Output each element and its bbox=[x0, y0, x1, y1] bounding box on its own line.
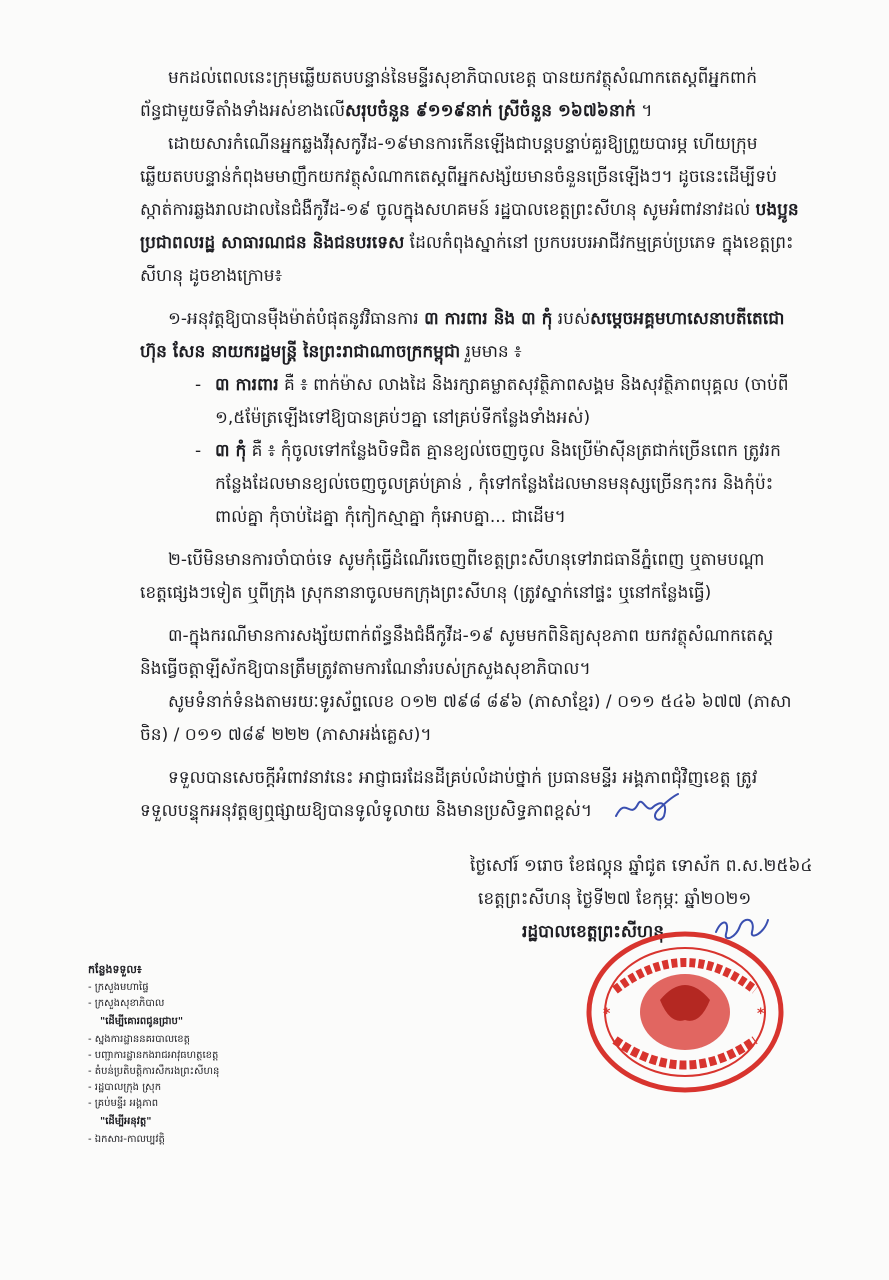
recipients-sub-heading-2: "ដើម្បីអនុវត្ត" bbox=[100, 1116, 152, 1127]
para2-line-3-bold: បងប្អូន bbox=[755, 200, 799, 220]
initial-signature bbox=[612, 790, 682, 830]
recipient-item: - គ្រប់មន្ទីរ អង្គភាព bbox=[88, 1098, 159, 1109]
item3-contact-line-2: ចិន) / ០១១ ៧៨៩ ២២២ (ភាសាអង់គ្លេស)។ bbox=[140, 725, 432, 745]
para2-line-4-bold: ប្រជាពលរដ្ឋ សាធារណជន និងជនបរទេស bbox=[140, 233, 405, 253]
recipient-item: - ស្នងការដ្ឋាននគរបាលខេត្ត bbox=[88, 1034, 191, 1045]
item2-line-2: ខេត្តផ្សេងៗទៀត ឬពីក្រុង ស្រុកនានាចូលមកក្រុងព្រះសីហនុ (ត្រូវស្នាក់នៅផ្ទះ ឬនៅកន្លែងធ្វើ) bbox=[140, 583, 712, 603]
recipient-item: - រដ្ឋបាលក្រុង ស្រុក bbox=[88, 1082, 162, 1093]
date-lunar: ថ្ងៃសៅរ៍ ១រោច ខែផល្គុន ឆ្នាំជូត ទោស័ក ព.ស.២៥៦៤ bbox=[470, 856, 813, 876]
intro-line-1: មកដល់ពេលនេះក្រុមឆ្លើយតបបន្ទាន់នៃមន្ទីរសុខាភិបាលខេត្ត បានយកវត្ថុសំណាកតេស្តពីអ្នកពាក់ bbox=[168, 68, 758, 88]
intro-line-2-start: ព័ន្ធជាមួយទីតាំងទាំងអស់ខាងលើ bbox=[140, 101, 346, 121]
signer-title: រដ្ឋបាលខេត្តព្រះសីហនុ bbox=[522, 922, 665, 942]
closing-line-2: ទទួលបន្ទុកអនុវត្តឲ្យឮផ្សាយឱ្យបានទូលំទូលាយ និងមានប្រសិទ្ធភាពខ្ពស់។ bbox=[140, 801, 593, 821]
bullet-2-text-1: គឺ ៖ កុំចូលទៅកន្លែងបិទជិត គ្មានខ្យល់ចេញចូល និងប្រើម៉ាស៊ីនត្រជាក់ច្រើនពេក ត្រូវរក bbox=[246, 441, 781, 461]
svg-text:*: * bbox=[603, 1006, 611, 1022]
item1-line-1 bbox=[168, 303, 831, 336]
item3-contact-line-1: សូមទំនាក់ទំនងតាមរយៈទូរស័ព្ទលេខ ០១២ ៧៩៨ ៨៩៦ (ភាសាខ្មែរ) / ០១១ ៥៤៦ ៦៧៧ (ភាសា bbox=[168, 692, 792, 712]
item1-line2-bold: ហ៊ុន សែន នាយករដ្ឋមន្ត្រី នៃព្រះរាជាណាចក្រកម្ពុជា bbox=[140, 342, 461, 362]
para2-line-2: ឆ្លើយតបបន្ទាន់កំពុងមមាញឹកយកវត្ថុសំណាកតេស្តពីអ្នកសង្ស័យមានចំនួនច្រើនឡើងៗ។ ដូចនេះដើម្បីទប់ bbox=[140, 167, 777, 187]
intro-count-bold: សរុបចំនួន ៩១១៩នាក់ ស្រីចំនួន ១៦៧៦នាក់ bbox=[345, 101, 636, 121]
item2-line-1: ២-បើមិនមានការចាំបាច់ទេ សូមកុំធ្វើដំណើរចេញពីខេត្តព្រះសីហនុទៅរាជធានីភ្នំពេញ ឬតាមបណ្តា bbox=[168, 550, 765, 570]
item3-line-1: ៣-ក្នុងករណីមានការសង្ស័យពាក់ព័ន្ធនឹងជំងឺកូវីដ-១៩ សូមមកពិនិត្យសុខភាព យកវត្ថុសំណាកតេស្ត bbox=[168, 626, 774, 646]
para2-line-4 bbox=[140, 227, 831, 260]
bullet-2-line-2: កន្លែងដែលមានខ្យល់ចេញចូលគ្រប់គ្រាន់ , កុំទៅកន្លែងដែលមានមនុស្សច្រើនកុះករ និងកុំប៉ះ bbox=[215, 474, 774, 494]
item1-bold: ៣ ការពារ និង ៣ កុំ bbox=[424, 309, 553, 329]
para2-line-5: សីហនុ ដូចខាងក្រោម៖ bbox=[140, 266, 283, 286]
item1-line-2 bbox=[140, 336, 831, 369]
recipient-item: - ឯកសារ-កាលប្បវត្តិ bbox=[88, 1134, 165, 1145]
bullet-2-dash: - bbox=[195, 441, 202, 461]
official-seal bbox=[585, 930, 785, 1095]
item1-start: ១-អនុវត្តឱ្យបានម៉ឺងម៉ាត់បំផុតនូវវិធានការ bbox=[168, 309, 425, 329]
bullet-2-line-3: ពាល់គ្នា កុំចាប់ដៃគ្នា កុំកៀកស្មាគ្នា កុំអោបគ្នា... ជាដើម។ bbox=[215, 507, 566, 527]
bullet-1-line-1 bbox=[215, 369, 831, 402]
recipients-title: កន្លែងទទួល៖ bbox=[88, 963, 142, 976]
recipient-item: - បញ្ជាការដ្ឋានកងរាជអាវុធហត្ថខេត្ត bbox=[88, 1050, 219, 1061]
bullet-1-bold: ៣ ការពារ bbox=[215, 375, 279, 395]
recipients-sub-heading-1: "ដើម្បីគោរពជូនជ្រាប" bbox=[100, 1016, 184, 1027]
svg-text:*: * bbox=[757, 1006, 765, 1022]
closing-line-1: ទទួលបានសេចក្តីអំពាវនាវនេះ អាជ្ញាធរដែនដីគ្រប់លំដាប់ថ្នាក់ ប្រធានមន្ទីរ អង្គភាពជុំវិញខេត្ត ត្រូវ bbox=[168, 768, 758, 788]
item1-after: របស់ bbox=[552, 309, 591, 329]
para2-line-3 bbox=[140, 194, 831, 227]
para2-line-3-text: ស្កាត់ការឆ្លងរាលដាលនៃជំងឺកូវីដ-១៩ ចូលក្នុងសហគមន៍ រដ្ឋបាលខេត្តព្រះសីហនុ សូមអំពាវនាវដល់ bbox=[140, 200, 751, 220]
intro-line-2 bbox=[140, 95, 831, 128]
bullet-2-line-1 bbox=[215, 435, 831, 468]
bullet-1-line-2: ១,៥ម៉ែត្រឡើងទៅឱ្យបានគ្រប់ៗគ្នា នៅគ្រប់ទីកន្លែងទាំងអស់) bbox=[215, 408, 591, 428]
para2-line-4-end: ដែលកំពុងស្នាក់នៅ ប្រកបរបរអាជីវកម្មគ្រប់ប្រភេទ ក្នុងខេត្តព្រះ bbox=[404, 233, 794, 253]
item1-bold2: សម្តេចអគ្គមហាសេនាបតីតេជោ bbox=[590, 309, 785, 329]
item3-line-2: និងធ្វើចត្តាឡីស័កឱ្យបានត្រឹមត្រូវតាមការណែនាំរបស់ក្រសួងសុខាភិបាល។ bbox=[140, 659, 591, 679]
recipient-item: - ក្រសួងសុខាភិបាល bbox=[88, 998, 165, 1009]
intro-line-2-end: ។ bbox=[635, 101, 653, 121]
date-solar: ខេត្តព្រះសីហនុ ថ្ងៃទី២៧ ខែកុម្ភៈ ឆ្នាំ២០២១ bbox=[478, 889, 752, 909]
recipient-item: - តំបន់ប្រតិបត្តិការសឹករងព្រះសីហនុ bbox=[88, 1066, 220, 1077]
item1-line2-end: រួមមាន ៖ bbox=[460, 342, 522, 362]
bullet-1-dash: - bbox=[195, 375, 202, 395]
bullet-1-text-1: គឺ ៖ ពាក់ម៉ាស លាងដៃ និងរក្សាគម្លាតសុវត្ថិភាពសង្គម និងសុវត្ថិភាពបុគ្គល (ចាប់ពី bbox=[278, 375, 789, 395]
bullet-2-bold: ៣ កុំ bbox=[215, 441, 247, 461]
recipient-item: - ក្រសួងមហាផ្ទៃ bbox=[88, 982, 149, 993]
para2-line-1: ដោយសារកំណើនអ្នកឆ្លងវីរុសកូវីដ-១៩មានការកើនឡើងជាបន្តបន្ទាប់គួរឱ្យព្រួយបារម្ភ ហើយក្រុម bbox=[168, 134, 758, 154]
